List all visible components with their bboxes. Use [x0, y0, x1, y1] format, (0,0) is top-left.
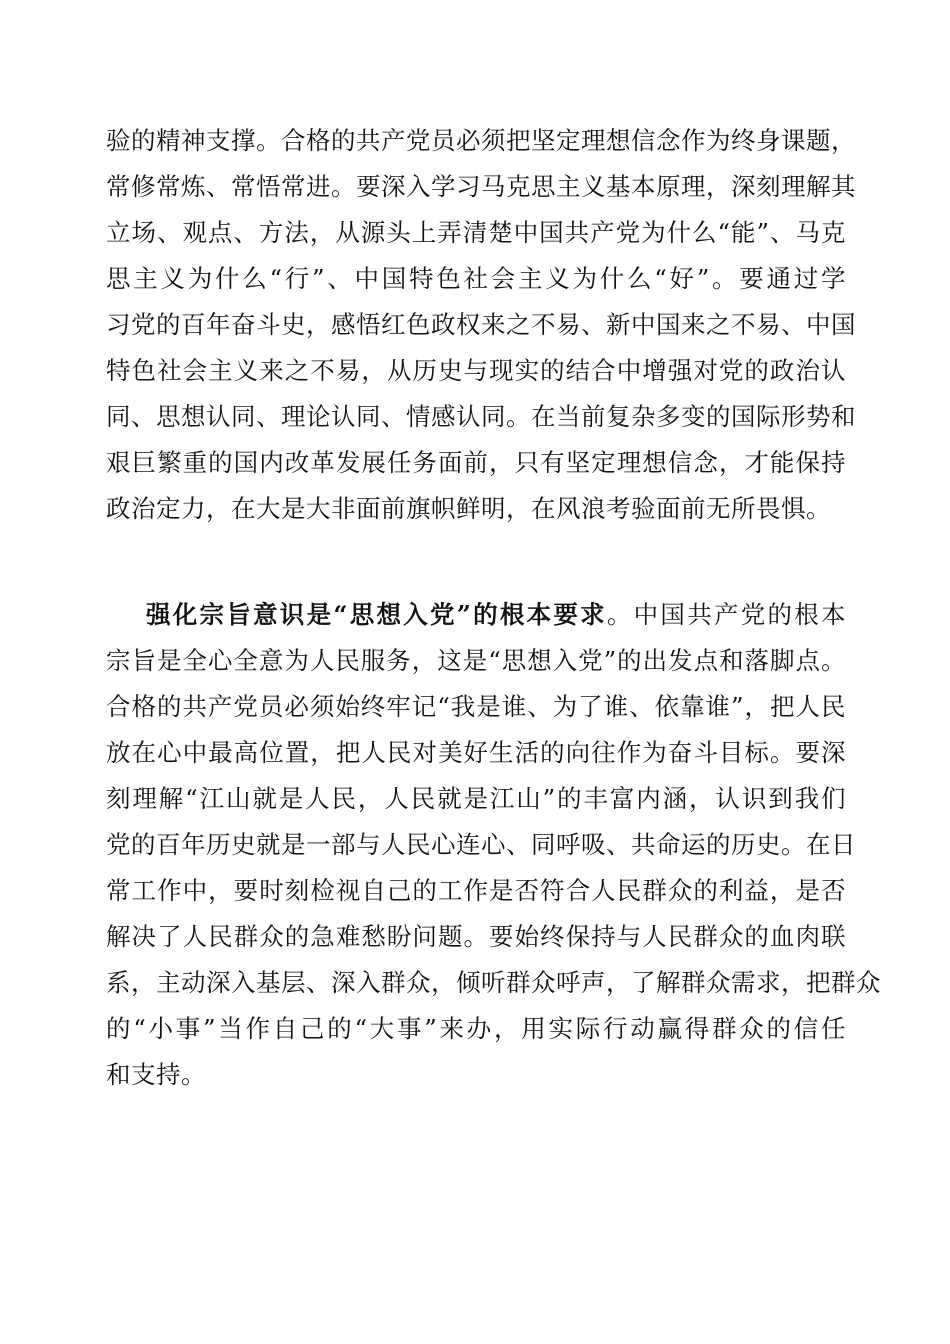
- text-line: 思主义为什么“行”、中国特色社会主义为什么“好”。要通过学: [106, 264, 846, 293]
- text-line: 党的百年历史就是一部与人民心连心、同呼吸、共命运的历史。在日: [106, 830, 856, 859]
- text-line: 习党的百年奋斗史，感悟红色政权来之不易、新中国来之不易、中国: [106, 310, 856, 339]
- text-line: 刻理解“江山就是人民，人民就是江山”的丰富内涵，认识到我们: [106, 784, 846, 813]
- paragraph-heading: 强化宗旨意识是“思想入党”的根本要求: [146, 600, 607, 629]
- text-line: 解决了人民群众的急难愁盼问题。要始终保持与人民群众的血肉联: [106, 922, 846, 951]
- text-line: 立场、观点、方法，从源头上弄清楚中国共产党为什么“能”、马克: [106, 218, 846, 247]
- paragraph-ideals: [106, 118, 856, 532]
- text-line: 的“小事”当作自己的“大事”来办，用实际行动赢得群众的信任: [106, 1014, 846, 1043]
- text-line: 宗旨是全心全意为人民服务，这是“思想入党”的出发点和落脚点。: [106, 646, 846, 675]
- text-line: 合格的共产党员必须始终牢记“我是谁、为了谁、依靠谁”，把人民: [106, 692, 846, 721]
- text-line: 验的精神支撑。合格的共产党员必须把坚定理想信念作为终身课题，: [106, 126, 856, 155]
- text-line: 系，主动深入基层、深入群众，倾听群众呼声，了解群众需求，把群众: [106, 968, 881, 997]
- text-line: 常修常炼、常悟常进。要深入学习马克思主义基本原理，深刻理解其: [106, 172, 856, 201]
- text-fragment: 。中国共产党的根本: [606, 600, 847, 629]
- text-line: 常工作中，要时刻检视自己的工作是否符合人民群众的利益，是否: [106, 876, 846, 905]
- text-line: 政治定力，在大是大非面前旗帜鲜明，在风浪考验面前无所畏惧。: [106, 494, 831, 523]
- paragraph-first-line: [106, 592, 846, 638]
- text-line: 特色社会主义来之不易，从历史与现实的结合中增强对党的政治认: [106, 356, 846, 385]
- text-line: 放在心中最高位置，把人民对美好生活的向往作为奋斗目标。要深: [106, 738, 846, 767]
- text-line: 艰巨繁重的国内改革发展任务面前，只有坚定理想信念，才能保持: [106, 448, 846, 477]
- text-line: 和支持。: [106, 1060, 206, 1089]
- text-line: 同、思想认同、理论认同、情感认同。在当前复杂多变的国际形势和: [106, 402, 856, 431]
- paragraph-purpose: [106, 592, 881, 1098]
